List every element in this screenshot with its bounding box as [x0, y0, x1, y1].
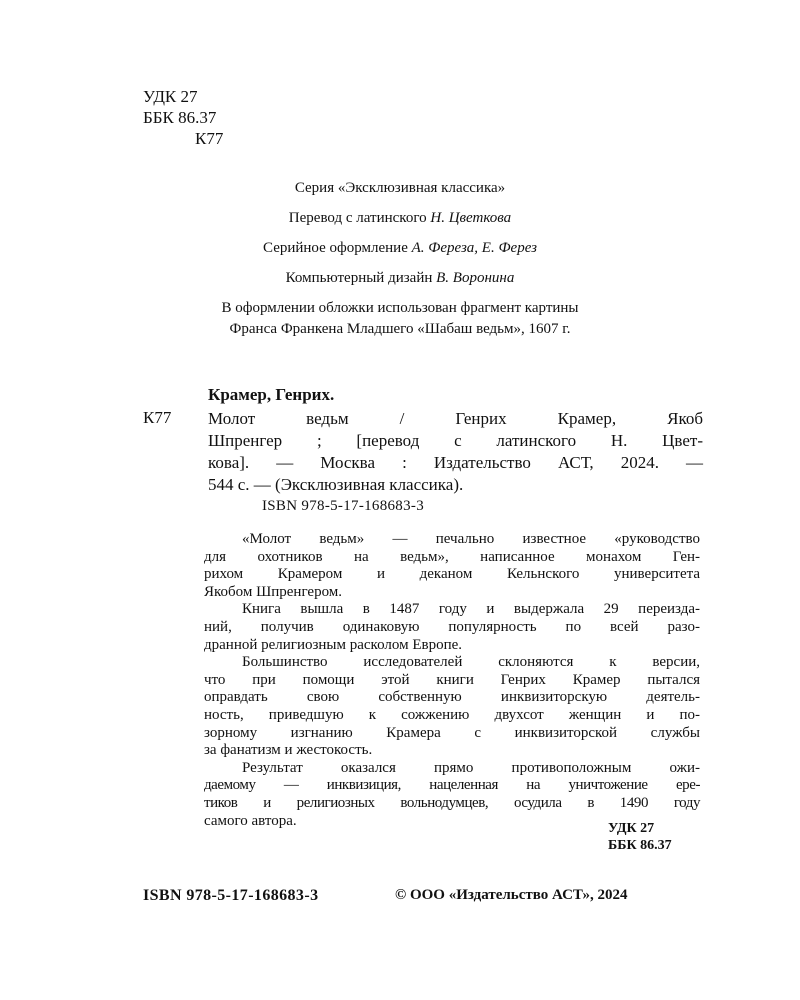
- annotation-line: оправдать свою собственную инквизиторскую деятель-: [204, 689, 700, 706]
- translation-label: Перевод с латинского: [288, 210, 431, 226]
- cover-note: [0, 298, 800, 340]
- bbk-code: ББК 86.37: [143, 108, 217, 127]
- computer-design-credit: [0, 270, 800, 287]
- annotation-line: для охотников на ведьм», написанное монахом Ген-: [204, 548, 700, 565]
- annotation-line: что при помощи этой книги Генрих Крамер пытался: [204, 671, 700, 688]
- annotation: [204, 531, 700, 830]
- record-line: Молот ведьм / Генрих Крамер, Якоб: [208, 409, 703, 428]
- annotation-line: даемому — инквизиция, нацеленная на уничтожение ере-: [204, 777, 700, 794]
- record-line: кова]. — Москва : Издательство АСТ, 2024. —: [208, 453, 703, 472]
- annotation-line: Якобом Шпренгером.: [204, 583, 343, 600]
- annotation-line: тиков и религиозных вольнодумцев, осудила в 1490 году: [204, 794, 700, 811]
- series-text: Серия «Эксклюзивная классика»: [294, 180, 506, 196]
- record-author-mark: К77: [143, 408, 172, 427]
- computer-designer-name: В. Воронина: [436, 270, 515, 286]
- annotation-line: самого автора.: [204, 812, 297, 829]
- udk-code: УДК 27: [143, 87, 198, 106]
- copyright-notice: © ООО «Издательство АСТ», 2024: [395, 887, 628, 903]
- author-mark: К77: [195, 129, 224, 148]
- series-design-label: Серийное оформление: [263, 240, 412, 256]
- annotation-line: за фанатизм и жестокость.: [204, 742, 373, 759]
- cover-note-line-2: Франса Франкена Младшего «Шабаш ведьм», 1607 г.: [229, 321, 571, 337]
- annotation-line: дранной религиозным расколом Европе.: [204, 636, 463, 653]
- record-isbn: ISBN 978-5-17-168683-3: [262, 498, 425, 514]
- series-designer-names: А. Фереза, Е. Ферез: [411, 240, 537, 256]
- annotation-line: рихом Крамером и деканом Кельнского университета: [204, 566, 700, 583]
- footer-isbn: ISBN 978-5-17-168683-3: [143, 887, 319, 904]
- footer-udk: УДК 27: [608, 821, 655, 836]
- translator-name: Н. Цветкова: [430, 210, 512, 226]
- annotation-line: ность, приведшую к сожжению двухсот женщин и по-: [204, 706, 700, 723]
- record-line: 544 с. — (Эксклюзивная классика).: [208, 475, 464, 494]
- annotation-line: ний, получив одинаковую популярность по всей разо-: [204, 618, 700, 635]
- annotation-line: Книга вышла в 1487 году и выдержала 29 переизда-: [242, 601, 700, 618]
- annotation-line: Большинство исследователей склоняются к версии,: [242, 654, 700, 671]
- annotation-line: Результат оказался прямо противоположным ожи-: [242, 759, 700, 776]
- annotation-line: зорному изгнанию Крамера с инквизиторской службы: [204, 724, 700, 741]
- cover-note-line-1: В оформлении обложки использован фрагмент картины: [221, 300, 579, 316]
- footer-codes: [608, 820, 672, 854]
- annotation-line: «Молот ведьм» — печально известное «руководство: [242, 531, 700, 547]
- computer-design-label: Компьютерный дизайн: [285, 270, 437, 286]
- author-heading: Крамер, Генрих.: [208, 385, 335, 404]
- translation-credit: [0, 210, 800, 227]
- record-line: Шпренгер ; [перевод с латинского Н. Цвет-: [208, 431, 703, 450]
- series-design-credit: [0, 240, 800, 257]
- bibliographic-record: [208, 408, 703, 496]
- classification-codes: [143, 86, 223, 149]
- footer-bbk: ББК 86.37: [608, 838, 672, 853]
- series-line: [0, 180, 800, 197]
